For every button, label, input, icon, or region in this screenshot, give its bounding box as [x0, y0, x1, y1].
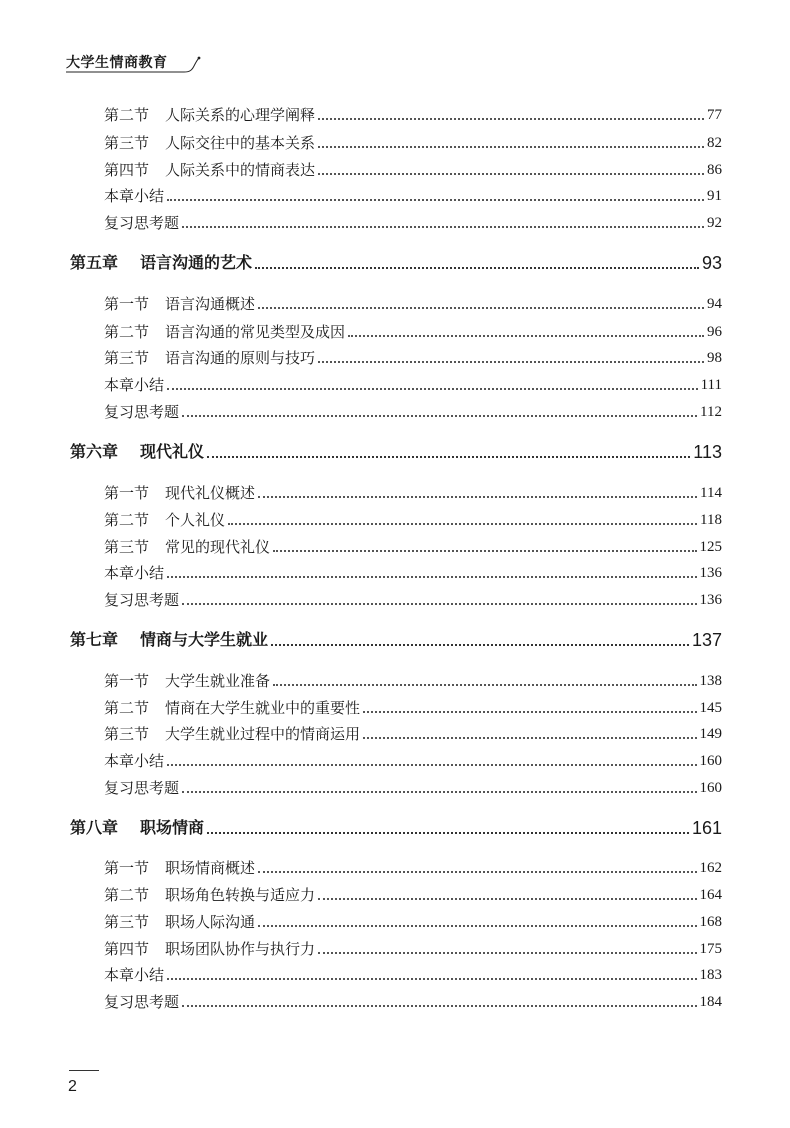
toc-entry-title: 本章小结 — [104, 564, 165, 582]
toc-leader-dots — [258, 495, 697, 498]
toc-section-row[interactable] — [104, 184, 722, 206]
toc-section-row[interactable] — [104, 561, 722, 583]
footer-rule — [69, 1070, 99, 1071]
toc-entry-title: 本章小结 — [104, 752, 165, 770]
toc-leader-dots — [318, 897, 696, 900]
toc-leader-dots — [318, 360, 704, 363]
toc-leader-dots — [318, 172, 704, 175]
toc-section-row[interactable] — [104, 669, 722, 691]
toc-entry-number: 第一节 — [104, 672, 150, 690]
page-number: 2 — [68, 1078, 77, 1095]
toc-entry-page: 111 — [700, 377, 722, 393]
toc-section-row[interactable] — [104, 937, 722, 959]
toc-entry-page: 125 — [699, 539, 722, 555]
toc-entry-number: 第一节 — [104, 295, 150, 313]
toc-entry-page: 98 — [707, 350, 722, 366]
toc-section-row[interactable] — [104, 373, 722, 395]
toc-entry-title: 现代礼仪 — [140, 442, 205, 461]
toc-entry-page: 164 — [699, 887, 722, 903]
toc-leader-dots — [258, 924, 696, 927]
toc-entry-title: 职场情商概述 — [165, 859, 256, 877]
toc-entry-number: 第三节 — [104, 913, 150, 931]
toc-entry-page: 82 — [707, 135, 722, 151]
toc-entry-title: 大学生就业过程中的情商运用 — [165, 725, 361, 743]
toc-entry-number: 第六章 — [70, 442, 119, 461]
book-title: 大学生情商教育 — [66, 55, 168, 71]
toc-section-row[interactable] — [104, 131, 722, 153]
toc-entry-number: 第三节 — [104, 134, 150, 152]
toc-entry-number: 第四节 — [104, 161, 150, 179]
toc-leader-dots — [182, 602, 696, 605]
toc-entry-page: 93 — [701, 253, 722, 273]
toc-section-row[interactable] — [104, 211, 722, 233]
toc-leader-dots — [182, 1004, 696, 1007]
toc-section-row[interactable] — [104, 963, 722, 985]
toc-section-row[interactable] — [104, 158, 722, 180]
toc-entry-title: 大学生就业准备 — [165, 672, 271, 690]
toc-entry-number: 第二节 — [104, 323, 150, 341]
toc-entry-title: 本章小结 — [104, 187, 165, 205]
toc-entry-page: 96 — [707, 324, 722, 340]
toc-entry-title: 复习思考题 — [104, 403, 180, 421]
toc-entry-title: 人际关系中的情商表达 — [165, 161, 316, 179]
toc-leader-dots — [348, 334, 704, 337]
toc-section-row[interactable] — [104, 320, 722, 342]
toc-entry-number: 第一节 — [104, 484, 150, 502]
toc-leader-dots — [182, 225, 704, 228]
toc-entry-title: 情商在大学生就业中的重要性 — [165, 699, 361, 717]
toc-entry-title: 情商与大学生就业 — [140, 630, 269, 649]
toc-section-row[interactable] — [104, 535, 722, 557]
toc-section-row[interactable] — [104, 400, 722, 422]
toc-entry-number: 第三节 — [104, 349, 150, 367]
toc-entry-title: 职场团队协作与执行力 — [165, 940, 316, 958]
toc-entry-title: 职场情商 — [140, 818, 205, 837]
toc-leader-dots — [318, 145, 704, 148]
toc-entry-number: 第二节 — [104, 699, 150, 717]
toc-leader-dots — [363, 710, 696, 713]
toc-section-row[interactable] — [104, 910, 722, 932]
toc-leader-dots — [167, 198, 704, 201]
toc-leader-dots — [182, 414, 697, 417]
toc-entry-title: 语言沟通的艺术 — [140, 253, 253, 272]
toc-leader-dots — [271, 643, 689, 646]
toc-section-row[interactable] — [104, 481, 722, 503]
toc-entry-page: 92 — [707, 215, 722, 231]
toc-leader-dots — [207, 831, 689, 834]
toc-entry-page: 149 — [699, 726, 722, 742]
toc-entry-page: 160 — [699, 780, 722, 796]
toc-entry-page: 138 — [699, 673, 722, 689]
toc-leader-dots — [363, 736, 696, 739]
toc-chapter-row[interactable] — [70, 438, 722, 464]
toc-entry-number: 第一节 — [104, 859, 150, 877]
toc-entry-title: 人际交往中的基本关系 — [165, 134, 316, 152]
toc-section-row[interactable] — [104, 883, 722, 905]
toc-section-row[interactable] — [104, 103, 722, 125]
toc-entry-title: 常见的现代礼仪 — [165, 538, 271, 556]
toc-entry-title: 语言沟通的原则与技巧 — [165, 349, 316, 367]
toc-entry-title: 现代礼仪概述 — [165, 484, 256, 502]
toc-entry-page: 94 — [707, 296, 722, 312]
toc-entry-title: 本章小结 — [104, 376, 165, 394]
toc-chapter-row[interactable] — [70, 814, 722, 840]
toc-entry-page: 77 — [707, 107, 722, 123]
toc-entry-title: 复习思考题 — [104, 214, 180, 232]
toc-entry-number: 第二节 — [104, 511, 150, 529]
toc-entry-page: 136 — [699, 565, 722, 581]
toc-entry-title: 复习思考题 — [104, 993, 180, 1011]
toc-section-row[interactable] — [104, 722, 722, 744]
toc-section-row[interactable] — [104, 588, 722, 610]
toc-entry-page: 162 — [699, 860, 722, 876]
toc-entry-number: 第三节 — [104, 725, 150, 743]
toc-leader-dots — [167, 977, 696, 980]
toc-entry-title: 职场角色转换与适应力 — [165, 886, 316, 904]
toc-entry-number: 第二节 — [104, 106, 150, 124]
toc-section-row[interactable] — [104, 508, 722, 530]
toc-entry-page: 112 — [700, 404, 722, 420]
toc-entry-title: 个人礼仪 — [165, 511, 226, 529]
toc-entry-page: 137 — [691, 630, 722, 650]
toc-entry-page: 175 — [699, 941, 722, 957]
toc-chapter-row[interactable] — [70, 249, 722, 275]
toc-entry-page: 136 — [699, 592, 722, 608]
toc-entry-page: 114 — [700, 485, 722, 501]
toc-entry-title: 本章小结 — [104, 966, 165, 984]
toc-entry-title: 复习思考题 — [104, 591, 180, 609]
toc-leader-dots — [167, 763, 696, 766]
toc-leader-dots — [182, 790, 696, 793]
toc-section-row[interactable] — [104, 856, 722, 878]
toc-entry-number: 第四节 — [104, 940, 150, 958]
toc-entry-page: 183 — [699, 967, 722, 983]
toc-entry-number: 第三节 — [104, 538, 150, 556]
toc-entry-page: 145 — [699, 700, 722, 716]
toc-entry-page: 161 — [691, 818, 722, 838]
toc-leader-dots — [318, 951, 696, 954]
toc-entry-number: 第七章 — [70, 630, 119, 649]
toc-entry-page: 184 — [699, 994, 722, 1010]
toc-section-row[interactable] — [104, 990, 722, 1012]
toc-entry-title: 语言沟通的常见类型及成因 — [165, 323, 346, 341]
toc-leader-dots — [258, 306, 704, 309]
toc-entry-title: 职场人际沟通 — [165, 913, 256, 931]
toc-chapter-row[interactable] — [70, 626, 722, 652]
toc-leader-dots — [255, 266, 699, 269]
toc-section-row[interactable] — [104, 696, 722, 718]
toc-entry-page: 168 — [699, 914, 722, 930]
toc-section-row[interactable] — [104, 292, 722, 314]
toc-leader-dots — [228, 522, 697, 525]
toc-entry-number: 第八章 — [70, 818, 119, 837]
toc-entry-title: 语言沟通概述 — [165, 295, 256, 313]
toc-entry-title: 复习思考题 — [104, 779, 180, 797]
toc-entry-page: 91 — [707, 188, 722, 204]
toc-leader-dots — [167, 575, 696, 578]
toc-section-row[interactable] — [104, 749, 722, 771]
toc-leader-dots — [273, 549, 696, 552]
toc-leader-dots — [318, 117, 704, 120]
toc-section-row[interactable] — [104, 776, 722, 798]
toc-entry-page: 118 — [700, 512, 722, 528]
toc-leader-dots — [258, 870, 696, 873]
toc-entry-number: 第二节 — [104, 886, 150, 904]
toc-leader-dots — [207, 455, 690, 458]
toc-entry-page: 160 — [699, 753, 722, 769]
toc-entry-title: 人际关系的心理学阐释 — [165, 106, 316, 124]
toc-section-row[interactable] — [104, 346, 722, 368]
toc-entry-page: 86 — [707, 162, 722, 178]
toc-entry-number: 第五章 — [70, 253, 119, 272]
toc-entry-page: 113 — [693, 442, 722, 462]
toc-leader-dots — [273, 683, 696, 686]
toc-leader-dots — [167, 387, 698, 390]
